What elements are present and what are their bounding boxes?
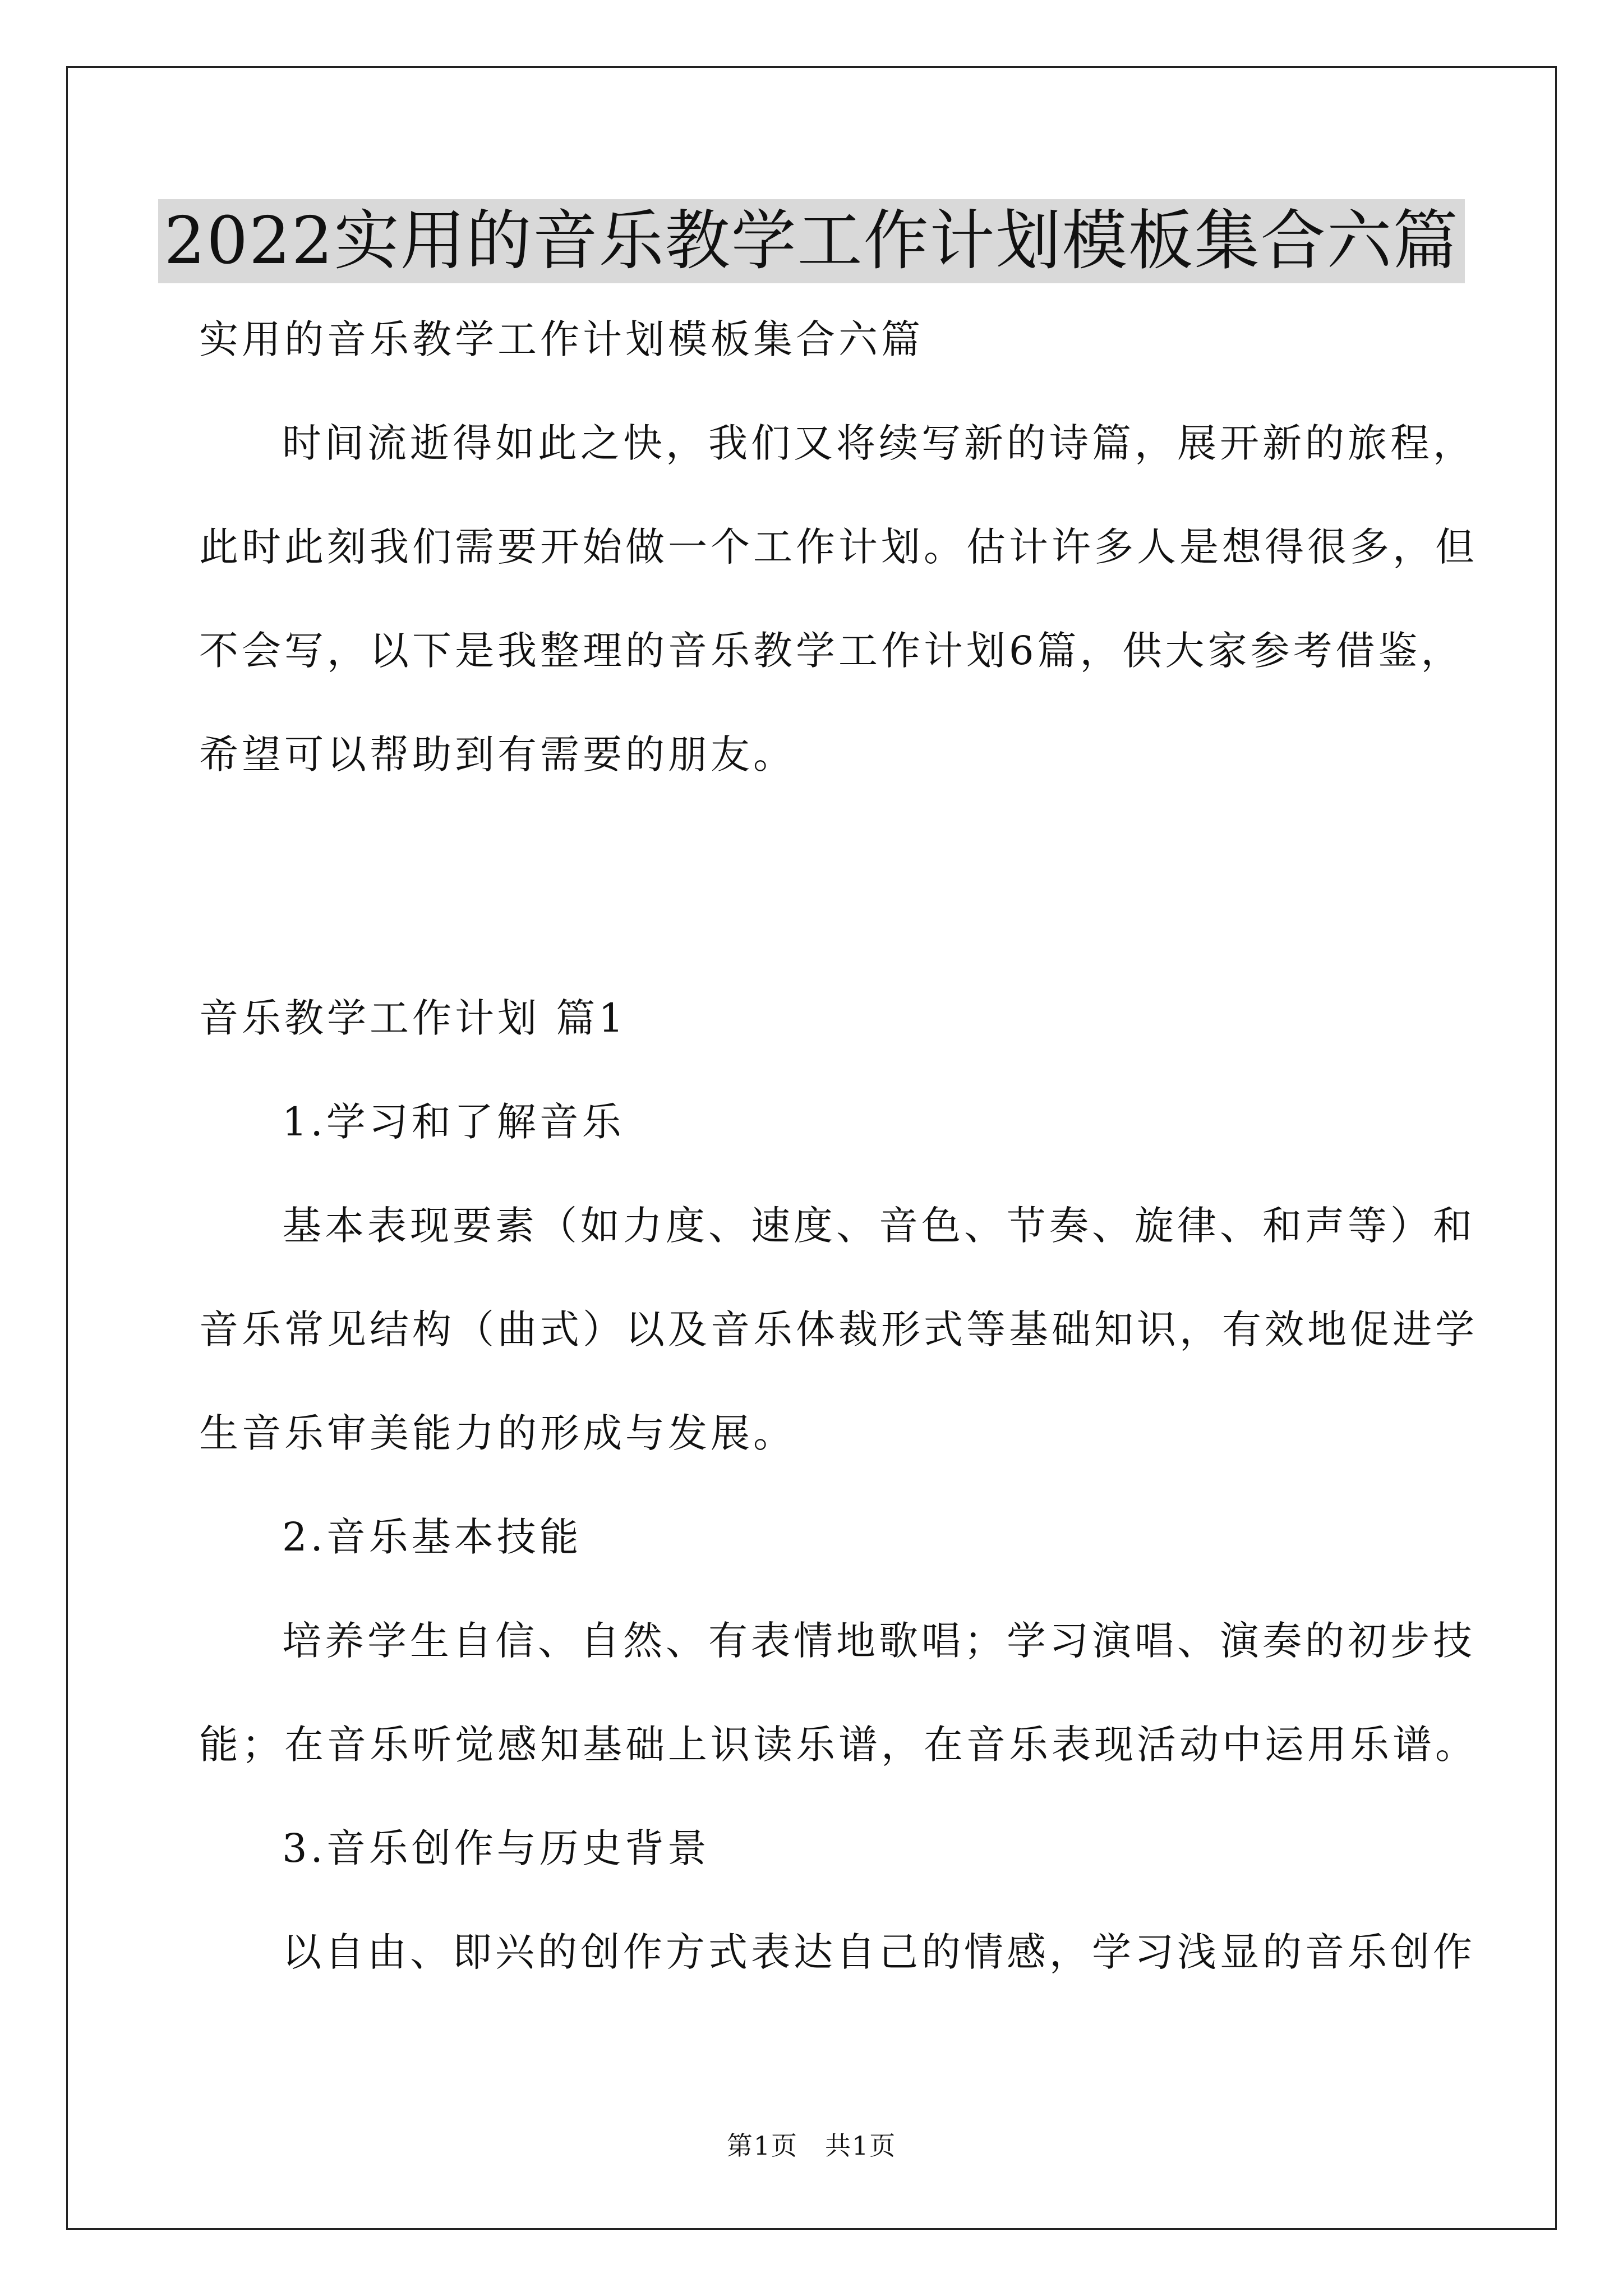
intro-line-2: 此时此刻我们需要开始做一个工作计划。估计许多人是想得很多，但 [199,524,1478,570]
intro-line-1: 时间流逝得如此之快，我们又将续写新的诗篇，展开新的旅程， [282,420,1476,466]
item-1-line-2: 音乐常见结构（曲式）以及音乐体裁形式等基础知识，有效地促进学 [199,1306,1478,1352]
item-2-line-1: 培养学生自信、自然、有表情地歌唱；学习演唱、演奏的初步技 [282,1618,1476,1664]
section-heading: 音乐教学工作计划 篇1 [199,995,627,1041]
item-2-line-2: 能；在音乐听觉感知基础上识读乐谱，在音乐表现活动中运用乐谱。 [199,1722,1478,1768]
document-title: 2022实用的音乐教学工作计划模板集合六篇 [158,199,1464,283]
item-1-line-3: 生音乐审美能力的形成与发展。 [199,1410,796,1456]
item-3-line-1: 以自由、即兴的创作方式表达自己的情感，学习浅显的音乐创作 [282,1929,1476,1975]
item-heading-1: 1.学习和了解音乐 [282,1099,625,1145]
page-footer: 第1页 共1页 [726,2131,897,2161]
document-title-block [0,199,1623,283]
item-heading-3: 3.音乐创作与历史背景 [282,1825,710,1871]
intro-line-4: 希望可以帮助到有需要的朋友。 [199,731,796,777]
page-border [66,66,1557,2230]
intro-line-3: 不会写，以下是我整理的音乐教学工作计划6篇，供大家参考借鉴， [199,628,1464,674]
item-heading-2: 2.音乐基本技能 [282,1514,582,1560]
item-1-line-1: 基本表现要素（如力度、速度、音色、节奏、旋律、和声等）和 [282,1203,1476,1249]
subtitle-line: 实用的音乐教学工作计划模板集合六篇 [199,316,924,362]
